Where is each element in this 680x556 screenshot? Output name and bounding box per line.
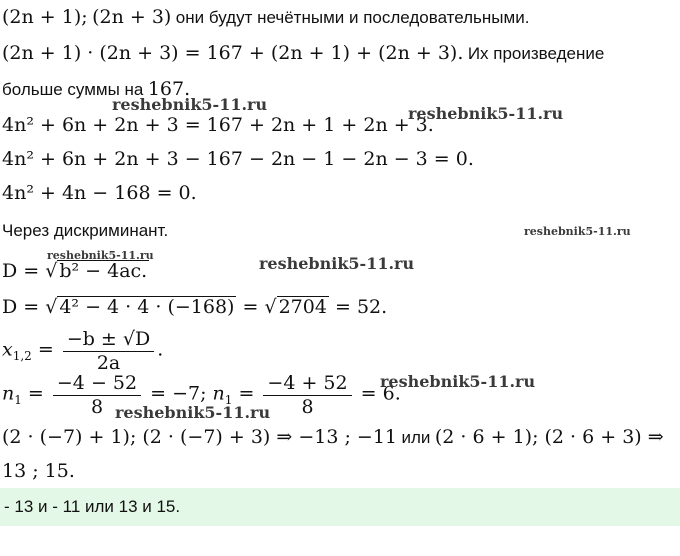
line-1 bbox=[2, 8, 529, 27]
sqrt-symbol: √ bbox=[45, 260, 58, 282]
math-var: n bbox=[212, 382, 225, 405]
math-expr: = bbox=[31, 338, 60, 361]
fraction-denominator: 8 bbox=[301, 396, 314, 418]
math-expr: = bbox=[232, 382, 261, 405]
line-5 bbox=[2, 150, 474, 169]
watermark: reshebnik5-11.ru bbox=[112, 95, 268, 114]
radicand: 4² − 4 · 4 · (−168) bbox=[59, 296, 235, 318]
math-expr: (2n + 1) · (2n + 3) = 167 + (2n + 1) + (2n + 3). bbox=[2, 42, 464, 64]
math-expr: = bbox=[21, 382, 50, 405]
math-expr: . bbox=[157, 338, 164, 361]
radicand: b² − 4ac. bbox=[59, 260, 148, 282]
watermark: reshebnik5-11.ru bbox=[259, 254, 415, 273]
line-9 bbox=[2, 296, 387, 317]
answer-text: - 13 и - 11 или 13 и 15. bbox=[4, 497, 181, 516]
math-expr: 167. bbox=[147, 78, 191, 100]
math-subscript: 1,2 bbox=[12, 348, 32, 363]
watermark: reshebnik5-11.ru bbox=[47, 249, 154, 262]
math-var: x bbox=[2, 338, 13, 361]
radicand: 2704 bbox=[278, 296, 327, 318]
text-fragment: Через дискриминант. bbox=[2, 221, 169, 240]
text-fragment: или bbox=[401, 428, 431, 447]
fraction-denominator: 8 bbox=[90, 396, 104, 418]
math-expr: D = bbox=[2, 296, 46, 318]
line-12 bbox=[2, 428, 664, 447]
math-expr: (2 · (−7) + 1); (2 · (−7) + 3) ⇒ −13 ; −11 bbox=[2, 426, 398, 448]
math-expr: 4n² + 4n − 168 = 0. bbox=[2, 182, 197, 204]
math-expr: D = bbox=[2, 260, 46, 282]
answer-band bbox=[0, 488, 680, 526]
math-subscript: 1 bbox=[224, 392, 233, 407]
fraction-denominator: 2a bbox=[96, 352, 121, 374]
watermark: reshebnik5-11.ru bbox=[408, 104, 564, 123]
math-expr: = 52. bbox=[328, 296, 388, 318]
line-7 bbox=[2, 222, 168, 240]
watermark: reshebnik5-11.ru bbox=[380, 372, 536, 391]
math-subscript: 1 bbox=[14, 392, 22, 407]
sqrt-symbol: √ bbox=[264, 296, 277, 318]
text-fragment: Их произведение bbox=[467, 44, 605, 63]
text-fragment: они будут нечётными и последовательными. bbox=[175, 8, 530, 27]
math-expr: = 6. bbox=[354, 382, 401, 405]
math-expr: = bbox=[236, 296, 265, 318]
fraction-numerator: −4 − 52 bbox=[53, 374, 141, 396]
line-8 bbox=[2, 260, 149, 281]
math-expr: (2n + 1); bbox=[2, 6, 88, 28]
fraction bbox=[63, 330, 154, 373]
line-4 bbox=[2, 116, 434, 135]
math-expr: (2 · 6 + 1); (2 · 6 + 3) ⇒ bbox=[434, 426, 664, 448]
watermark: reshebnik5-11.ru bbox=[115, 403, 271, 422]
text-fragment: больше суммы на bbox=[2, 80, 144, 99]
math-expr: 4n² + 6n + 2n + 3 − 167 − 2n − 1 − 2n − 3 = 0. bbox=[2, 148, 474, 170]
math-var: n bbox=[2, 382, 15, 405]
math-expr: = −7; bbox=[144, 382, 213, 405]
line-2 bbox=[2, 44, 604, 63]
math-expr: 4n² + 6n + 2n + 3 = 167 + 2n + 1 + 2n + 3. bbox=[2, 114, 434, 136]
fraction-numerator: −b ± √D bbox=[63, 330, 154, 352]
math-expr: (2n + 3) bbox=[92, 6, 172, 28]
line-13 bbox=[2, 462, 75, 481]
watermark: reshebnik5-11.ru bbox=[524, 225, 631, 238]
sqrt-symbol: √ bbox=[45, 296, 58, 318]
math-expr: 13 ; 15. bbox=[2, 460, 75, 482]
line-10 bbox=[2, 330, 163, 373]
fraction bbox=[263, 374, 351, 417]
fraction-numerator: −4 + 52 bbox=[263, 374, 351, 396]
line-6 bbox=[2, 184, 197, 203]
